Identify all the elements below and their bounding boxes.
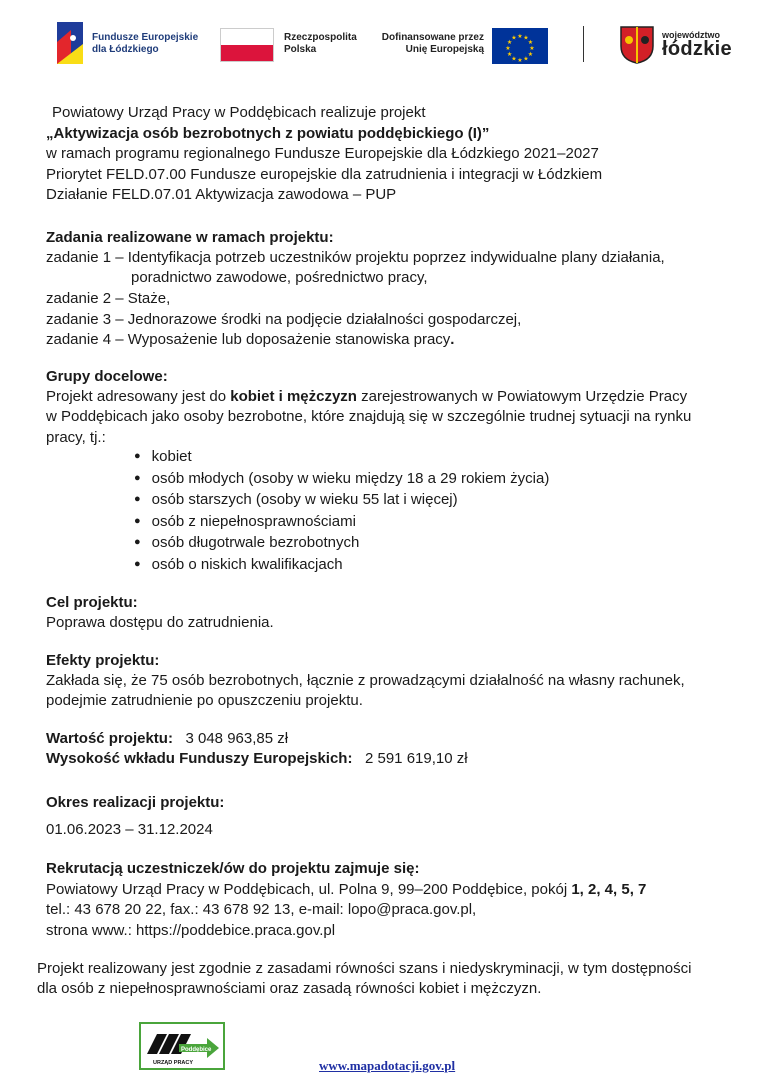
svg-text:★: ★ [506,39,513,46]
svg-text:★: ★ [523,55,529,63]
groups-heading: Grupy docelowe: [46,368,168,385]
list-item: ● osób z niepełnosprawnościami [134,512,549,534]
recruitment-www: strona www.: https://poddebice.praca.gov.pl [46,922,336,939]
goal-text: Poprawa dostępu do zatrudnienia. [46,614,274,631]
equality-line-1: Projekt realizowany jest zgodnie z zasadami równości szans i niedyskryminacji, w tym dostępności [37,960,692,977]
list-item: ● osób długotrwale bezrobotnych [134,533,549,555]
task-2: zadanie 2 – Staże, [46,290,171,307]
logo-divider [583,26,584,62]
fe-logo-text: Fundusze Europejskie dla Łódzkiego [92,32,199,55]
task-4: zadanie 4 – Wyposażenie lub doposażenie stanowiska pracy. [46,331,455,348]
intro-line-3: w ramach programu regionalnego Fundusze Europejskie dla Łódzkiego 2021–2027 [46,145,599,162]
svg-text:★: ★ [517,57,523,64]
intro-line-5: Działanie FELD.07.01 Aktywizacja zawodowa – PUP [46,186,397,203]
pup-logo-label: Poddębice [181,1047,212,1053]
period-heading: Okres realizacji projektu: [46,794,225,811]
effects-heading: Efekty projektu: [46,652,160,669]
groups-line-1: Projekt adresowany jest do kobiet i mężczyzn zarejestrowanych w Powiatowym Urzędzie Pracy [46,388,688,405]
task-3: zadanie 3 – Jednorazowe środki na podjęcie działalności gospodarczej, [46,311,522,328]
list-item: ● osób o niskich kwalifikacjach [134,555,549,577]
recruitment-address: Powiatowy Urząd Pracy w Poddębicach, ul. Polna 9, 99–200 Poddębice, pokój 1, 2, 4, 5, 7 [46,881,647,898]
recruitment-heading: Rekrutacją uczestniczek/ów do projektu zajmuje się: [46,860,420,877]
list-item: ● kobiet [134,447,549,469]
svg-text:★: ★ [505,45,511,52]
eu-flag-icon [492,28,548,64]
mapadotacji-link[interactable]: www.mapadotacji.gov.pl [319,1058,456,1073]
svg-text:★: ★ [527,51,534,58]
poland-flag-icon [220,28,274,62]
groups-line-2: w Poddębicach jako osoby bezrobotne, które znajdują się w szczególnie trudnej sytuacji na rynku [46,408,692,425]
woj-logo-small: województwo [662,30,720,40]
fe-logo-icon [57,22,83,64]
pup-logo [139,1022,225,1070]
recruitment-contact: tel.: 43 678 20 22, fax.: 43 678 92 13, e-mail: lopo@praca.gov.pl, [46,901,477,918]
rp-logo-text: Rzeczpospolita Polska [284,32,357,55]
svg-text:★: ★ [517,33,523,40]
effects-line-1: Zakłada się, że 75 osób bezrobotnych, łącznie z prowadzącymi działalność na własny rachunek, [46,672,685,689]
task-1: zadanie 1 – Identyfikacja potrzeb uczestników projektu poprzez indywidualne plany działania, [46,249,665,266]
project-value: Wartość projektu: 3 048 963,85 zł [46,730,289,747]
project-title: „Aktywizacja osób bezrobotnych z powiatu poddębickiego (I)” [46,125,490,142]
eu-contribution: Wysokość wkładu Funduszy Europejskich: 2 591 619,10 zł [46,750,468,767]
effects-line-2: podejmie zatrudnienie po opuszczeniu projektu. [46,692,363,709]
svg-text:★: ★ [506,51,513,58]
intro-line-1: Powiatowy Urząd Pracy w Poddębicach realizuje projekt [52,104,426,121]
goal-heading: Cel projektu: [46,594,138,611]
svg-text:★: ★ [511,55,517,63]
intro-line-4: Priorytet FELD.07.00 Fundusze europejskie dla zatrudnienia i integracji w Łódzkiem [46,166,603,183]
period-dates: 01.06.2023 – 31.12.2024 [46,821,213,838]
equality-line-2: dla osób z niepełnosprawnościami oraz zasadą równości kobiet i mężczyzn. [37,980,542,997]
svg-text:★: ★ [511,34,517,42]
pup-logo-icon [141,1024,223,1068]
list-item: ● osób młodych (osoby w wieku między 18 a 29 rokiem życia) [134,469,549,491]
eu-logo-text: Dofinansowane przez Unię Europejską [381,32,484,55]
pup-logo-sub: URZĄD PRACY [153,1060,194,1066]
groups-line-3: pracy, tj.: [46,429,106,446]
svg-text:★: ★ [527,39,534,46]
svg-text:★: ★ [529,45,535,52]
task-1-cont: poradnictwo zawodowe, pośrednictwo pracy, [131,269,428,286]
tasks-heading: Zadania realizowane w ramach projektu: [46,229,334,246]
list-item: ● osób starszych (osoby w wieku 55 lat i więcej) [134,490,549,512]
svg-text:★: ★ [523,34,529,42]
target-groups-list [134,447,549,576]
lodzkie-crest-icon [620,26,654,64]
woj-logo-big: łódzkie [662,38,732,60]
